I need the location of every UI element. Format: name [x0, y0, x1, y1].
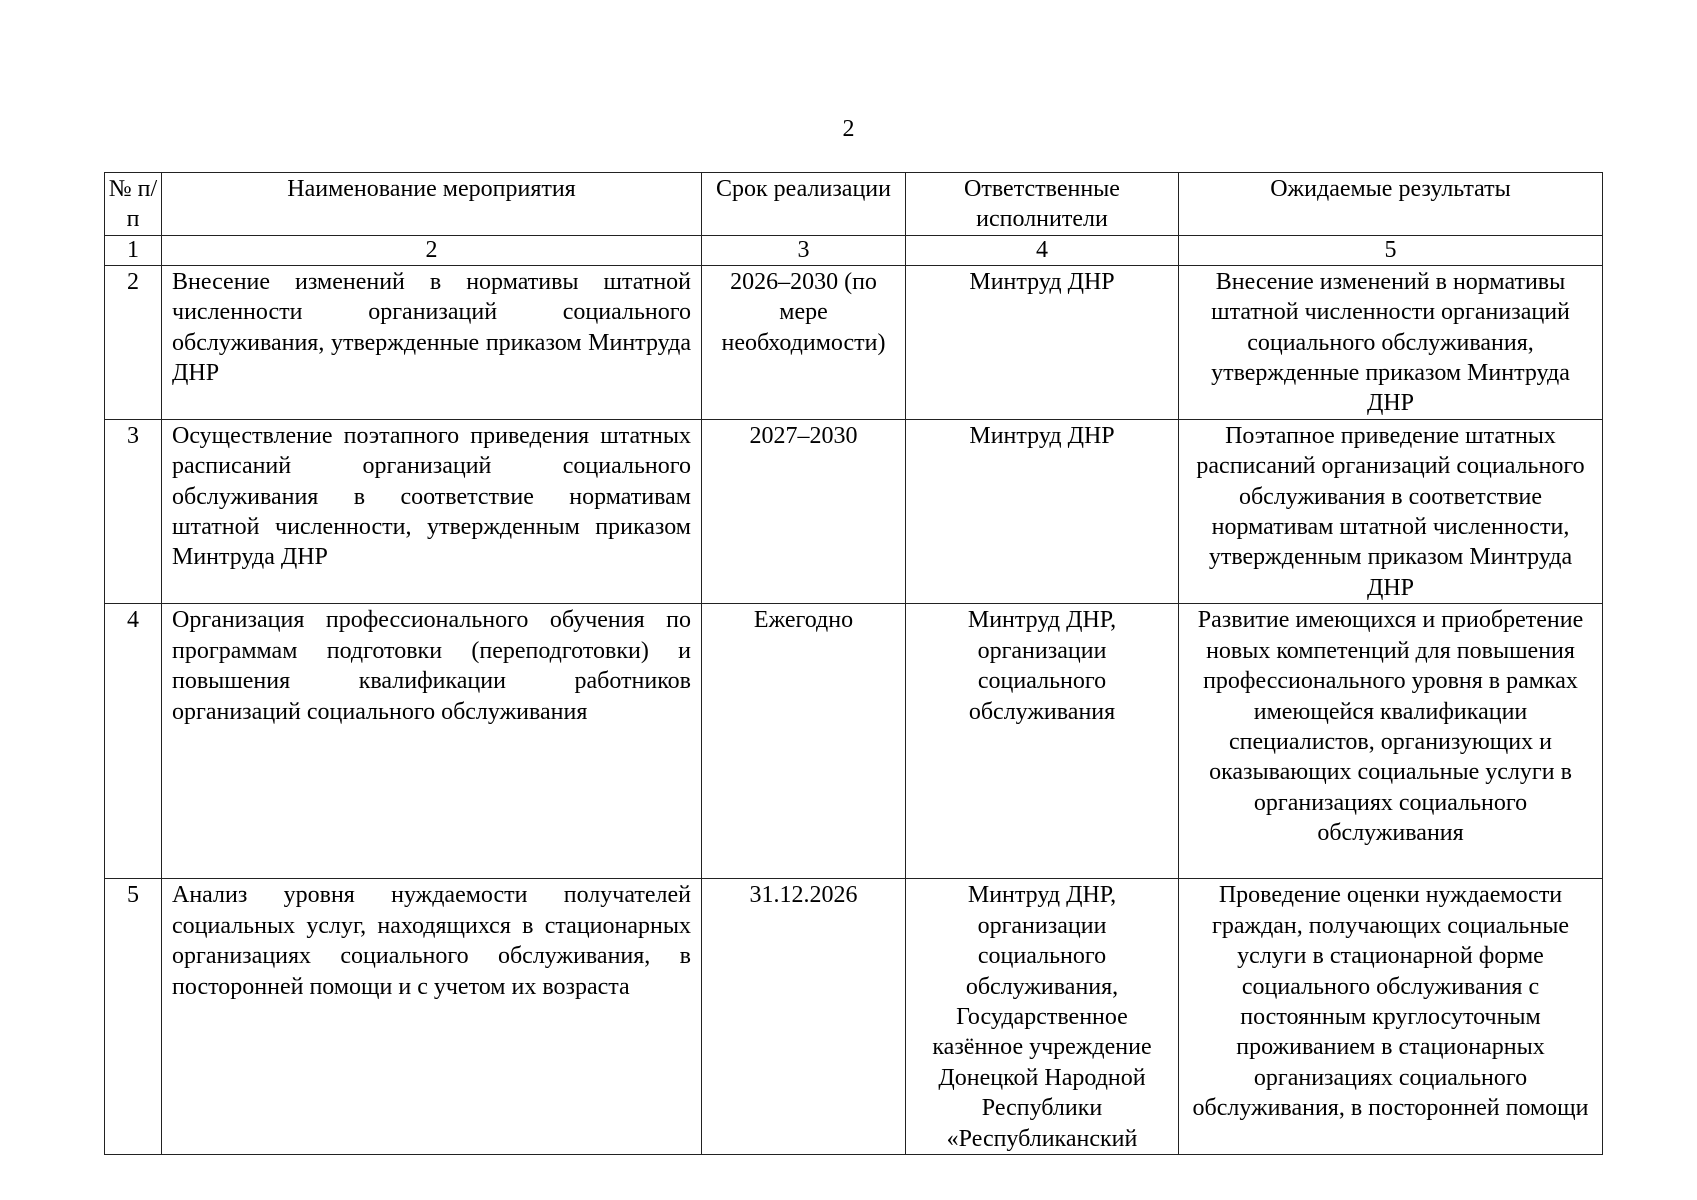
- column-number: 2: [162, 235, 702, 265]
- header-executors: Ответственные исполнители: [906, 173, 1179, 236]
- executors-cell: Минтруд ДНР: [906, 265, 1179, 419]
- header-number: № п/п: [105, 173, 162, 236]
- term-cell: Ежегодно: [702, 604, 906, 879]
- executors-cell: Минтруд ДНР: [906, 419, 1179, 603]
- row-number: 2: [105, 265, 162, 419]
- page-number: 2: [842, 116, 855, 142]
- column-number-row: [105, 235, 1603, 265]
- term-cell: 31.12.2026: [702, 879, 906, 1155]
- results-cell: Проведение оценки нуждаемости граждан, получающих социальные услуги в стационарной форме социального обслуживания с постоянным круглосуточным проживанием в стационарных организациях социального обслуживания, в посторонней помощи: [1179, 879, 1603, 1155]
- results-cell: Развитие имеющихся и приобретение новых компетенций для повышения профессионального уровня в рамках имеющейся квалификации специалистов, организующих и оказывающих социальные услуги в организациях социального обслуживания: [1179, 604, 1603, 879]
- header-term: Срок реализации: [702, 173, 906, 236]
- activity-cell: Внесение изменений в нормативы штатной численности организаций социального обслуживания, утвержденные приказом Минтруда ДНР: [162, 265, 702, 419]
- measures-table: [104, 172, 1603, 1155]
- table-row: [105, 265, 1603, 419]
- header-results: Ожидаемые результаты: [1179, 173, 1603, 236]
- term-cell: 2027–2030: [702, 419, 906, 603]
- row-number: 4: [105, 604, 162, 879]
- activity-cell: Анализ уровня нуждаемости получателей социальных услуг, находящихся в стационарных организациях социального обслуживания, в посторонней помощи и с учетом их возраста: [162, 879, 702, 1155]
- column-number: 4: [906, 235, 1179, 265]
- table-row: [105, 604, 1603, 879]
- activity-cell: Организация профессионального обучения по программам подготовки (переподготовки) и повышения квалификации работников организаций социального обслуживания: [162, 604, 702, 879]
- column-number: 1: [105, 235, 162, 265]
- results-cell: Поэтапное приведение штатных расписаний организаций социального обслуживания в соответствие нормативам штатной численности, утвержденным приказом Минтруда ДНР: [1179, 419, 1603, 603]
- term-cell: 2026–2030 (по мере необходимости): [702, 265, 906, 419]
- header-activity: Наименование мероприятия: [162, 173, 702, 236]
- table-header-row: [105, 173, 1603, 236]
- row-number: 3: [105, 419, 162, 603]
- table-row: [105, 879, 1603, 1155]
- column-number: 3: [702, 235, 906, 265]
- activity-cell: Осуществление поэтапного приведения штатных расписаний организаций социального обслуживания в соответствие нормативам штатной численности, утвержденным приказом Минтруда ДНР: [162, 419, 702, 603]
- executors-cell: Минтруд ДНР, организации социального обслуживания: [906, 604, 1179, 879]
- row-number: 5: [105, 879, 162, 1155]
- results-cell: Внесение изменений в нормативы штатной численности организаций социального обслуживания, утвержденные приказом Минтруда ДНР: [1179, 265, 1603, 419]
- column-number: 5: [1179, 235, 1603, 265]
- table-row: [105, 419, 1603, 603]
- executors-cell: Минтруд ДНР, организации социального обслуживания, Государственное казённое учреждение Донецкой Народной Республики «Республиканский: [906, 879, 1179, 1155]
